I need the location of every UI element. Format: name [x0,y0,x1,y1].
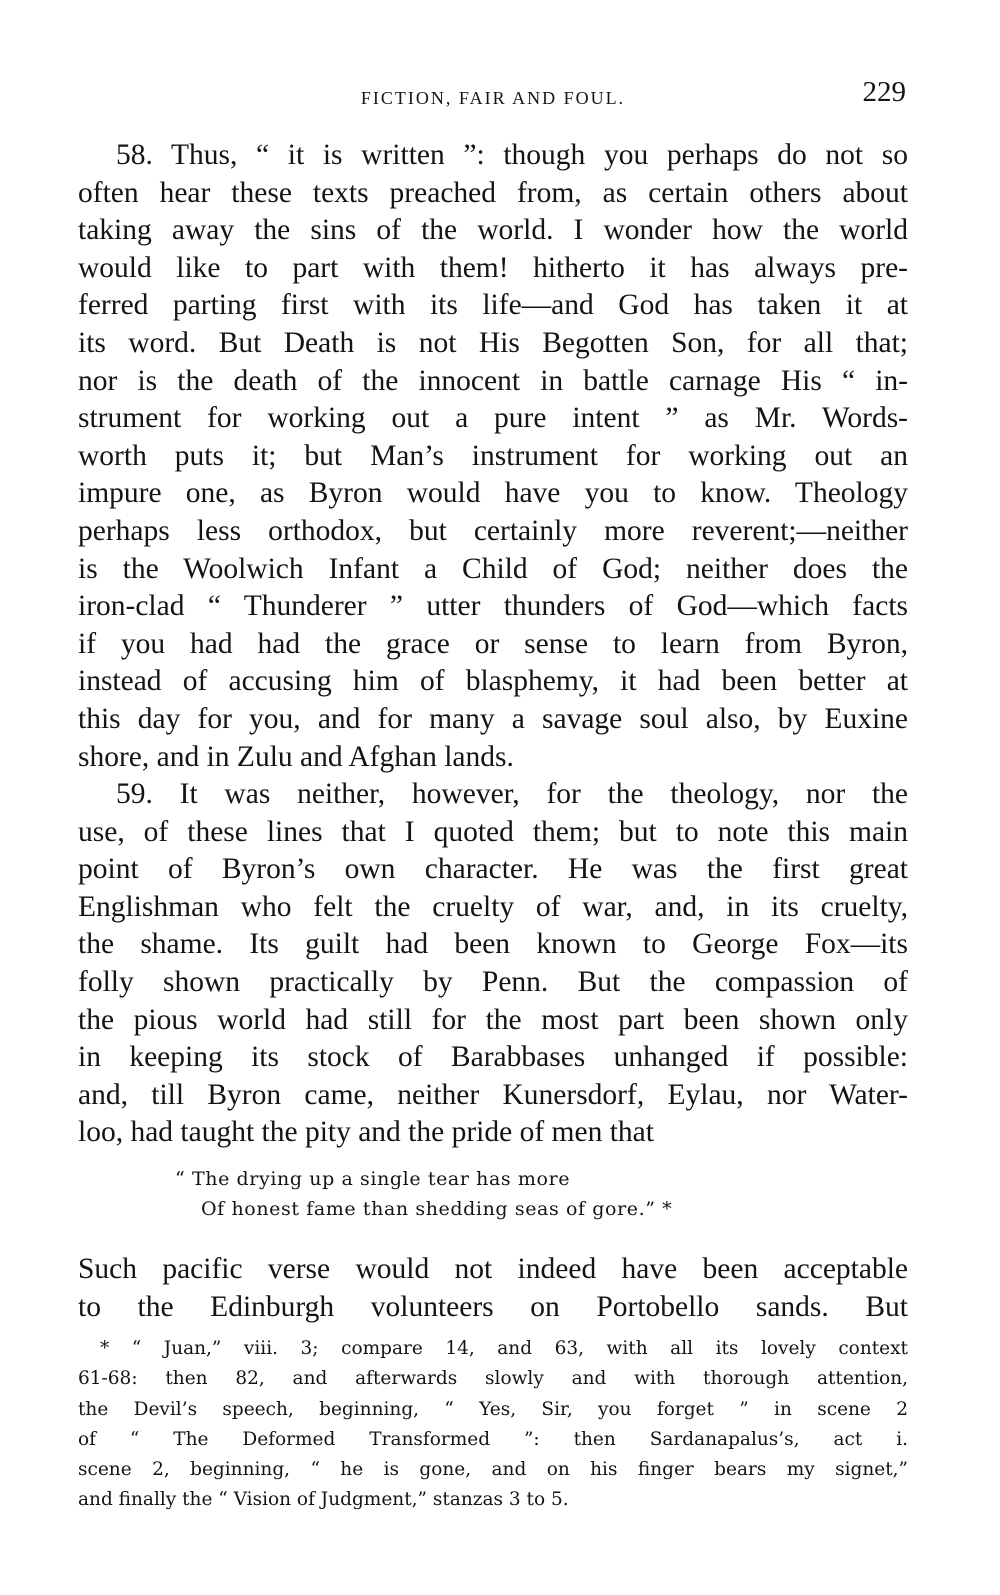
text-line: shore, and in Zulu and Afghan lands. [78,740,514,773]
text-line: worth puts it; but Man’s instrument for working out an [78,439,908,472]
footnote-line: of “ The Deformed Transformed ”: then Sardanapalus’s, act i. [78,1428,908,1450]
text-line: to the Edinburgh volunteers on Portobello sands. But [78,1290,908,1323]
text-line: the pious world had still for the most part been shown only [78,1003,908,1036]
continuation-text [78,1251,908,1326]
footnote-line: * “ Juan,” viii. 3; compare 14, and 63, with all its lovely context [100,1338,908,1359]
text-line: and, till Byron came, neither Kunersdorf, Eylau, nor Water- [78,1078,908,1111]
text-line: strument for working out a pure intent ” as Mr. Words- [78,402,908,435]
running-title: FICTION, FAIR AND FOUL. [360,88,626,108]
running-head [78,76,908,116]
text-line: this day for you, and for many a savage soul also, by Euxine [78,702,908,735]
text-line: Englishman who felt the cruelty of war, and, in its cruelty, [78,890,908,923]
block-quote [175,1164,815,1224]
footnote-line: 61-68: then 82, and afterwards slowly and with thorough attention, [78,1368,908,1390]
text-line: loo, had taught the pity and the pride of men that [78,1116,654,1149]
footnote-line: and finally the “ Vision of Judgment,” stanzas 3 to 5. [78,1489,569,1511]
text-line: is the Woolwich Infant a Child of God; neither does the [78,552,908,585]
body-text [78,137,908,1152]
text-line: taking away the sins of the world. I wonder how the world [78,214,908,247]
text-line: would like to part with them! hitherto it has always pre- [78,251,908,284]
text-line: ferred parting first with its life—and God has taken it at [78,289,908,322]
text-line: impure one, as Byron would have you to know. Theology [78,477,908,510]
footnote-line: the Devil’s speech, beginning, “ Yes, Sir, you forget ” in scene 2 [78,1398,908,1420]
text-line: folly shown practically by Penn. But the compassion of [78,966,908,999]
text-line: nor is the death of the innocent in battle carnage His “ in- [78,364,908,397]
text-line: if you had had the grace or sense to learn from Byron, [78,627,908,660]
text-line: often hear these texts preached from, as certain others about [78,176,908,209]
text-line: instead of accusing him of blasphemy, it had been better at [78,665,908,698]
page-number: 229 [862,76,906,108]
text-line: Such pacific verse would not indeed have been acceptable [78,1253,908,1285]
text-line: its word. But Death is not His Begotten Son, for all that; [78,326,908,359]
text-line: perhaps less orthodox, but certainly more reverent;—neither [78,514,908,547]
quote-line: “ The drying up a single tear has more [175,1168,571,1190]
text-line: iron-clad “ Thunderer ” utter thunders of God—which facts [78,590,908,623]
quote-line: Of honest fame than shedding seas of gore.” * [201,1198,673,1220]
text-line: in keeping its stock of Barabbases unhanged if possible: [78,1041,908,1074]
paragraph-58-line: 58. Thus, “ it is written ”: though you perhaps do not so [116,139,908,171]
text-line: use, of these lines that I quoted them; but to note this main [78,815,908,848]
text-line: the shame. Its guilt had been known to George Fox—its [78,928,908,961]
footnote-line: scene 2, beginning, “ he is gone, and on his finger bears my signet,” [78,1459,908,1481]
text-line: point of Byron’s own character. He was the first great [78,853,908,886]
footnote [78,1334,908,1516]
paragraph-59-line: 59. It was neither, however, for the theology, nor the [116,778,908,811]
